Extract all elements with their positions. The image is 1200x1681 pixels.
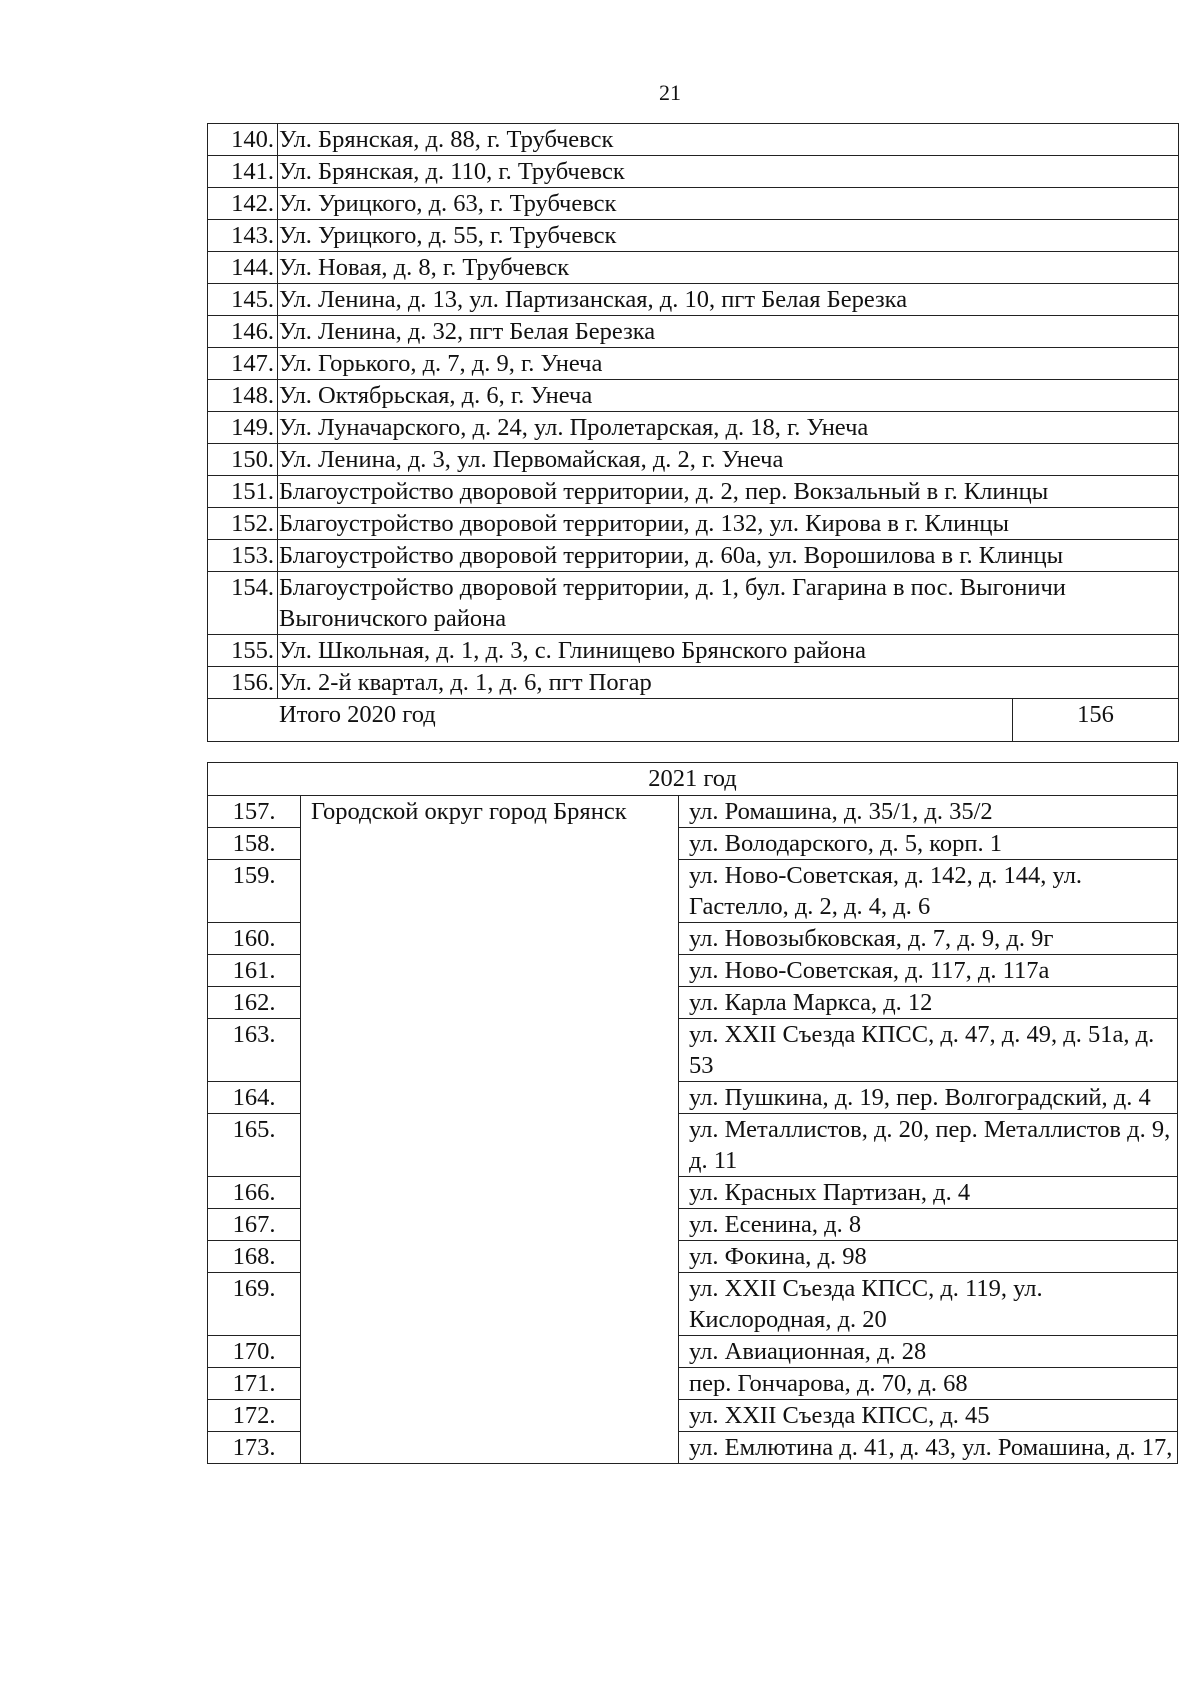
row-address: ул. Красных Партизан, д. 4 [679,1177,1178,1209]
table-row [208,220,1179,252]
row-number: 146. [208,316,278,348]
total-value: 156 [1013,699,1179,742]
row-number: 145. [208,284,278,316]
year-header: 2021 год [208,763,1178,796]
row-address: Ул. Ленина, д. 13, ул. Партизанская, д. 10, пгт Белая Березка [278,284,1179,316]
row-number: 143. [208,220,278,252]
row-number: 148. [208,380,278,412]
row-address: ул. Володарского, д. 5, корп. 1 [679,828,1178,860]
row-address: ул. Ново-Советская, д. 142, д. 144, ул. Гастелло, д. 2, д. 4, д. 6 [679,860,1178,923]
row-address: Ул. Октябрьская, д. 6, г. Унеча [278,380,1179,412]
row-address: ул. Ново-Советская, д. 117, д. 117а [679,955,1178,987]
row-address: ул. Пушкина, д. 19, пер. Волгоградский, д. 4 [679,1082,1178,1114]
row-address: Ул. Школьная, д. 1, д. 3, с. Глинищево Брянского района [278,635,1179,667]
row-number: 172. [208,1400,301,1432]
row-address: ул. Металлистов, д. 20, пер. Металлистов д. 9, д. 11 [679,1114,1178,1177]
table-row [208,635,1179,667]
row-number: 158. [208,828,301,860]
row-number: 140. [208,124,278,156]
row-number: 144. [208,252,278,284]
row-number: 142. [208,188,278,220]
row-address: ул. Есенина, д. 8 [679,1209,1178,1241]
row-address: ул. Ромашина, д. 35/1, д. 35/2 [679,796,1178,828]
row-number: 164. [208,1082,301,1114]
row-address: ул. XXII Съезда КПСС, д. 119, ул. Кислородная, д. 20 [679,1273,1178,1336]
table-row [208,348,1179,380]
table-row [208,412,1179,444]
row-address: Ул. Новая, д. 8, г. Трубчевск [278,252,1179,284]
row-number: 162. [208,987,301,1019]
table-row [208,284,1179,316]
row-number: 163. [208,1019,301,1082]
row-address: Ул. Урицкого, д. 63, г. Трубчевск [278,188,1179,220]
table-row [208,444,1179,476]
row-number: 168. [208,1241,301,1273]
row-number: 161. [208,955,301,987]
row-address: ул. Емлютина д. 41, д. 43, ул. Ромашина, д. 17, [679,1432,1178,1464]
row-number: 169. [208,1273,301,1336]
row-address: Ул. Брянская, д. 88, г. Трубчевск [278,124,1179,156]
row-number: 153. [208,540,278,572]
row-number: 141. [208,156,278,188]
row-address: Благоустройство дворовой территории, д. 60а, ул. Ворошилова в г. Клинцы [278,540,1179,572]
table-2020 [207,123,1179,742]
row-number: 150. [208,444,278,476]
row-address: ул. Авиационная, д. 28 [679,1336,1178,1368]
table-row [208,380,1179,412]
row-address: Благоустройство дворовой территории, д. 2, пер. Вокзальный в г. Клинцы [278,476,1179,508]
total-row [208,699,1179,742]
row-number: 160. [208,923,301,955]
row-number: 151. [208,476,278,508]
year-header-row [208,763,1178,796]
page-number: 21 [659,80,681,105]
row-number: 155. [208,635,278,667]
row-address: Ул. Ленина, д. 3, ул. Первомайская, д. 2, г. Унеча [278,444,1179,476]
row-address: Ул. Горького, д. 7, д. 9, г. Унеча [278,348,1179,380]
table-row [208,540,1179,572]
table-row [208,508,1179,540]
table-row [208,156,1179,188]
row-number: 156. [208,667,278,699]
row-address: ул. XXII Съезда КПСС, д. 45 [679,1400,1178,1432]
table-2021 [207,762,1178,1464]
row-number: 173. [208,1432,301,1464]
row-address: ул. Новозыбковская, д. 7, д. 9, д. 9г [679,923,1178,955]
row-address: Ул. Брянская, д. 110, г. Трубчевск [278,156,1179,188]
table-row [208,188,1179,220]
row-number: 152. [208,508,278,540]
row-number: 157. [208,796,301,828]
table-row [208,316,1179,348]
row-address: Ул. Луначарского, д. 24, ул. Пролетарская, д. 18, г. Унеча [278,412,1179,444]
row-number: 147. [208,348,278,380]
district-name: Городской округ город Брянск [301,796,679,1464]
row-address: ул. Фокина, д. 98 [679,1241,1178,1273]
row-address: Благоустройство дворовой территории, д. 132, ул. Кирова в г. Клинцы [278,508,1179,540]
row-address: ул. XXII Съезда КПСС, д. 47, д. 49, д. 51а, д. 53 [679,1019,1178,1082]
row-number: 171. [208,1368,301,1400]
table-row [208,476,1179,508]
table-row [208,667,1179,699]
row-address: Благоустройство дворовой территории, д. 1, бул. Гагарина в пос. Выгоничи Выгоничского района [278,572,1179,635]
total-label: Итого 2020 год [208,699,1013,742]
table-row [208,252,1179,284]
row-number: 166. [208,1177,301,1209]
row-address: ул. Карла Маркса, д. 12 [679,987,1178,1019]
row-address: пер. Гончарова, д. 70, д. 68 [679,1368,1178,1400]
row-number: 165. [208,1114,301,1177]
table-row [208,572,1179,635]
row-address: Ул. Ленина, д. 32, пгт Белая Березка [278,316,1179,348]
row-number: 167. [208,1209,301,1241]
row-address: Ул. 2-й квартал, д. 1, д. 6, пгт Погар [278,667,1179,699]
row-number: 159. [208,860,301,923]
row-number: 170. [208,1336,301,1368]
row-number: 154. [208,572,278,635]
table-row [208,796,1178,828]
row-address: Ул. Урицкого, д. 55, г. Трубчевск [278,220,1179,252]
row-number: 149. [208,412,278,444]
table-row [208,124,1179,156]
